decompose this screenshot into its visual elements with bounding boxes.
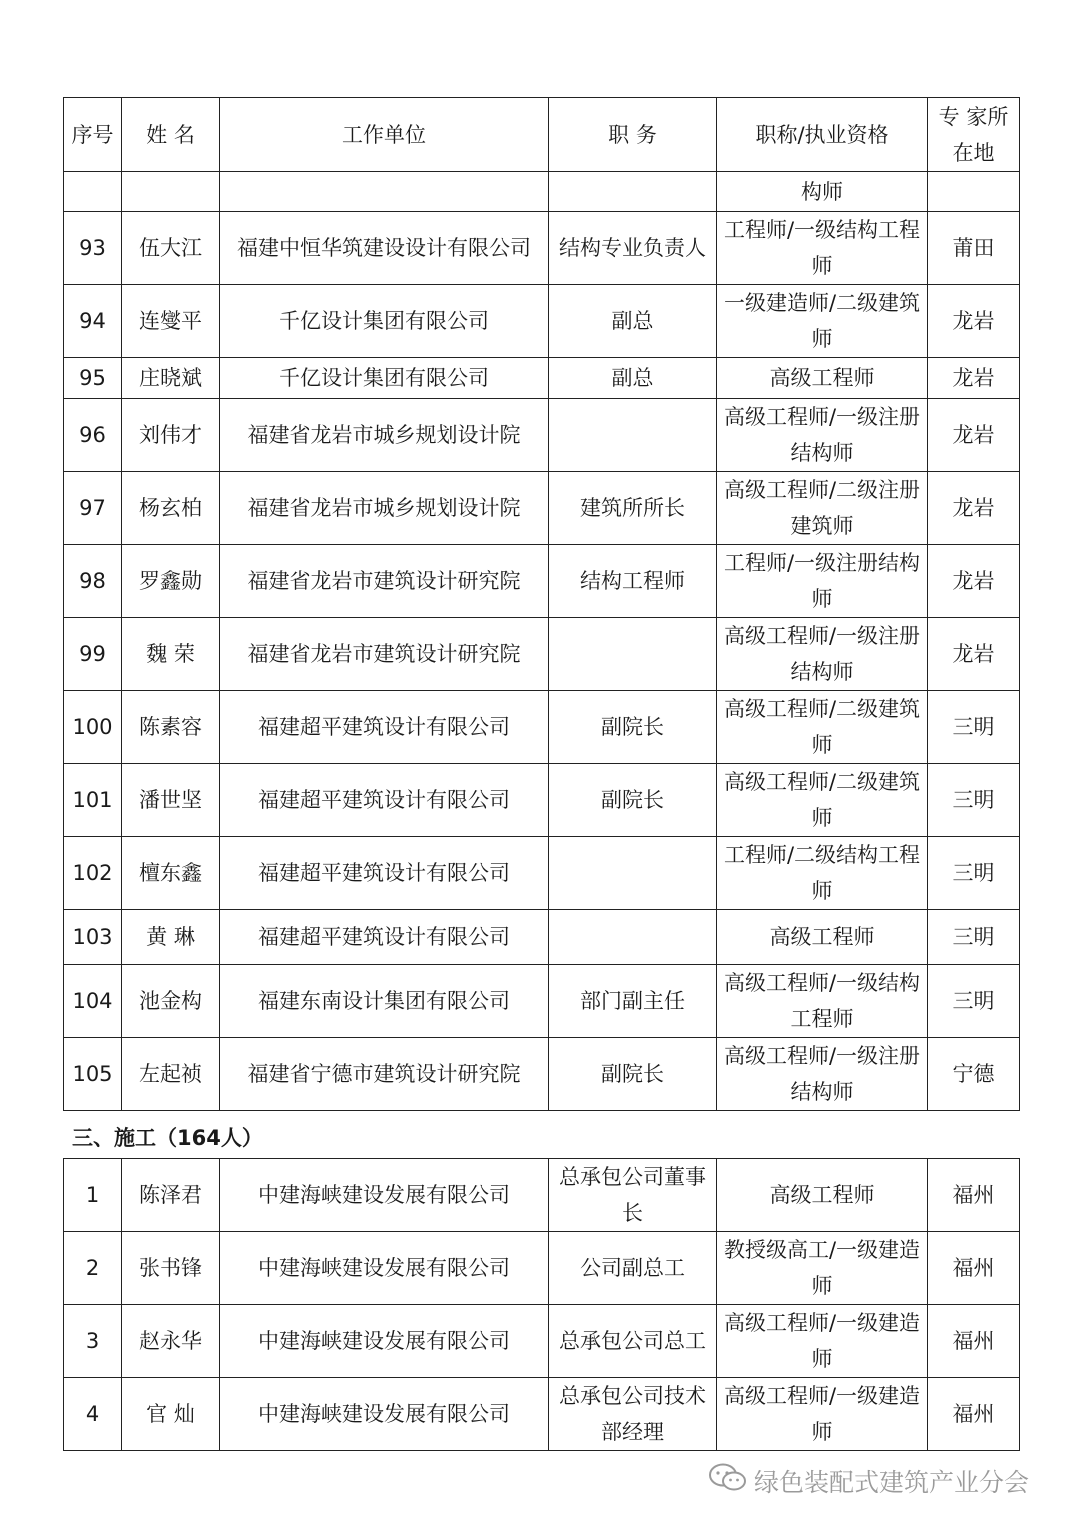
cell-seq: 103 xyxy=(64,910,122,965)
wechat-icon xyxy=(708,1462,754,1500)
cell-title: 一级建造师/二级建筑师 xyxy=(717,285,928,358)
cell-title: 高级工程师 xyxy=(717,358,928,399)
cell-position: 副总 xyxy=(549,358,717,399)
cell-name: 陈泽君 xyxy=(122,1159,220,1232)
cell-title: 高级工程师/二级建筑师 xyxy=(717,764,928,837)
cell-title: 教授级高工/一级建造师 xyxy=(717,1232,928,1305)
cell-unit: 福建省宁德市建筑设计研究院 xyxy=(220,1038,549,1111)
table-row xyxy=(64,1378,1020,1451)
cell-seq: 104 xyxy=(64,965,122,1038)
cell-unit: 福建超平建筑设计有限公司 xyxy=(220,910,549,965)
cell-position: 副总 xyxy=(549,285,717,358)
cell-position xyxy=(549,618,717,691)
cell-title: 高级工程师/二级建筑师 xyxy=(717,691,928,764)
cell-title: 高级工程师/一级注册结构师 xyxy=(717,399,928,472)
header-unit: 工作单位 xyxy=(220,98,549,172)
cell-seq: 3 xyxy=(64,1305,122,1378)
cell-title: 高级工程师/一级注册结构师 xyxy=(717,618,928,691)
cell-position: 副院长 xyxy=(549,691,717,764)
cell-name: 池金构 xyxy=(122,965,220,1038)
cell-unit: 福建省龙岩市建筑设计研究院 xyxy=(220,618,549,691)
cell-title: 高级工程师/一级建造师 xyxy=(717,1378,928,1451)
cell-seq: 97 xyxy=(64,472,122,545)
cell-name xyxy=(122,172,220,212)
table-header-row xyxy=(64,98,1020,172)
cell-name: 官 灿 xyxy=(122,1378,220,1451)
table-row xyxy=(64,1159,1020,1232)
header-location: 专 家所在地 xyxy=(928,98,1020,172)
cell-name: 连燮平 xyxy=(122,285,220,358)
cell-unit: 千亿设计集团有限公司 xyxy=(220,285,549,358)
cell-position: 总承包公司总工 xyxy=(549,1305,717,1378)
cell-unit: 福建省龙岩市建筑设计研究院 xyxy=(220,545,549,618)
table-row xyxy=(64,691,1020,764)
cell-position: 结构工程师 xyxy=(549,545,717,618)
cell-seq: 101 xyxy=(64,764,122,837)
cell-unit: 中建海峡建设发展有限公司 xyxy=(220,1305,549,1378)
cell-unit: 福建中恒华筑建设设计有限公司 xyxy=(220,212,549,285)
cell-unit: 中建海峡建设发展有限公司 xyxy=(220,1378,549,1451)
table-row xyxy=(64,837,1020,910)
cell-location: 龙岩 xyxy=(928,285,1020,358)
cell-title: 工程师/一级注册结构师 xyxy=(717,545,928,618)
cell-title: 高级工程师 xyxy=(717,1159,928,1232)
cell-location: 福州 xyxy=(928,1232,1020,1305)
cell-title: 高级工程师/一级建造师 xyxy=(717,1305,928,1378)
cell-title: 构师 xyxy=(717,172,928,212)
header-title: 职称/执业资格 xyxy=(717,98,928,172)
table-row xyxy=(64,1038,1020,1111)
cell-title: 高级工程师/二级注册建筑师 xyxy=(717,472,928,545)
watermark-text: 绿色装配式建筑产业分会 xyxy=(754,1468,1030,1497)
cell-location: 三明 xyxy=(928,691,1020,764)
watermark xyxy=(708,1462,1029,1500)
cell-name: 罗鑫勋 xyxy=(122,545,220,618)
cell-unit: 中建海峡建设发展有限公司 xyxy=(220,1232,549,1305)
expert-table-design xyxy=(63,97,1020,1111)
cell-location: 龙岩 xyxy=(928,399,1020,472)
table-row xyxy=(64,212,1020,285)
cell-position: 总承包公司技术部经理 xyxy=(549,1378,717,1451)
cell-unit: 中建海峡建设发展有限公司 xyxy=(220,1159,549,1232)
cell-location: 三明 xyxy=(928,837,1020,910)
cell-location: 三明 xyxy=(928,965,1020,1038)
cell-unit: 福建东南设计集团有限公司 xyxy=(220,965,549,1038)
cell-unit: 福建超平建筑设计有限公司 xyxy=(220,764,549,837)
header-seq: 序号 xyxy=(64,98,122,172)
cell-position: 结构专业负责人 xyxy=(549,212,717,285)
cell-seq: 96 xyxy=(64,399,122,472)
cell-location: 福州 xyxy=(928,1378,1020,1451)
header-position: 职 务 xyxy=(549,98,717,172)
cell-position xyxy=(549,910,717,965)
cell-title: 高级工程师/一级结构工程师 xyxy=(717,965,928,1038)
header-name: 姓 名 xyxy=(122,98,220,172)
section-title: 三、施工（164人） xyxy=(72,1126,263,1150)
cell-name: 檀东鑫 xyxy=(122,837,220,910)
cell-seq: 94 xyxy=(64,285,122,358)
cell-name: 刘伟才 xyxy=(122,399,220,472)
cell-seq: 105 xyxy=(64,1038,122,1111)
table-row xyxy=(64,910,1020,965)
table-row xyxy=(64,545,1020,618)
cell-name: 赵永华 xyxy=(122,1305,220,1378)
cell-unit: 福建省龙岩市城乡规划设计院 xyxy=(220,399,549,472)
cell-seq: 99 xyxy=(64,618,122,691)
cell-position: 公司副总工 xyxy=(549,1232,717,1305)
table-row xyxy=(64,965,1020,1038)
cell-seq: 1 xyxy=(64,1159,122,1232)
cell-seq: 4 xyxy=(64,1378,122,1451)
cell-position xyxy=(549,837,717,910)
table-row xyxy=(64,285,1020,358)
cell-seq: 102 xyxy=(64,837,122,910)
table-row xyxy=(64,764,1020,837)
cell-location: 福州 xyxy=(928,1305,1020,1378)
cell-position: 总承包公司董事长 xyxy=(549,1159,717,1232)
cell-position: 副院长 xyxy=(549,764,717,837)
cell-location: 莆田 xyxy=(928,212,1020,285)
table-row xyxy=(64,1305,1020,1378)
table-row xyxy=(64,172,1020,212)
cell-name: 杨玄柏 xyxy=(122,472,220,545)
cell-name: 张书锋 xyxy=(122,1232,220,1305)
cell-name: 黄 琳 xyxy=(122,910,220,965)
table-row xyxy=(64,399,1020,472)
cell-position xyxy=(549,172,717,212)
cell-position: 副院长 xyxy=(549,1038,717,1111)
cell-title: 工程师/二级结构工程师 xyxy=(717,837,928,910)
cell-location: 宁德 xyxy=(928,1038,1020,1111)
cell-name: 潘世坚 xyxy=(122,764,220,837)
cell-location xyxy=(928,172,1020,212)
table-row xyxy=(64,358,1020,399)
cell-title: 高级工程师 xyxy=(717,910,928,965)
cell-unit: 福建省龙岩市城乡规划设计院 xyxy=(220,472,549,545)
cell-unit: 福建超平建筑设计有限公司 xyxy=(220,691,549,764)
table-row xyxy=(64,472,1020,545)
cell-position: 建筑所所长 xyxy=(549,472,717,545)
table-row xyxy=(64,1232,1020,1305)
table-row xyxy=(64,618,1020,691)
cell-location: 龙岩 xyxy=(928,545,1020,618)
cell-seq: 98 xyxy=(64,545,122,618)
cell-name: 陈素容 xyxy=(122,691,220,764)
cell-location: 福州 xyxy=(928,1159,1020,1232)
cell-unit xyxy=(220,172,549,212)
cell-position xyxy=(549,399,717,472)
cell-seq: 93 xyxy=(64,212,122,285)
cell-seq: 100 xyxy=(64,691,122,764)
cell-location: 三明 xyxy=(928,910,1020,965)
cell-title: 工程师/一级结构工程师 xyxy=(717,212,928,285)
cell-position: 部门副主任 xyxy=(549,965,717,1038)
cell-title: 高级工程师/一级注册结构师 xyxy=(717,1038,928,1111)
cell-location: 龙岩 xyxy=(928,472,1020,545)
cell-name: 左起祯 xyxy=(122,1038,220,1111)
cell-unit: 千亿设计集团有限公司 xyxy=(220,358,549,399)
cell-name: 魏 荣 xyxy=(122,618,220,691)
cell-location: 三明 xyxy=(928,764,1020,837)
cell-location: 龙岩 xyxy=(928,618,1020,691)
expert-table-construction xyxy=(63,1158,1020,1451)
cell-unit: 福建超平建筑设计有限公司 xyxy=(220,837,549,910)
cell-location: 龙岩 xyxy=(928,358,1020,399)
cell-seq: 2 xyxy=(64,1232,122,1305)
cell-seq: 95 xyxy=(64,358,122,399)
cell-seq xyxy=(64,172,122,212)
cell-name: 伍大江 xyxy=(122,212,220,285)
cell-name: 庄晓斌 xyxy=(122,358,220,399)
